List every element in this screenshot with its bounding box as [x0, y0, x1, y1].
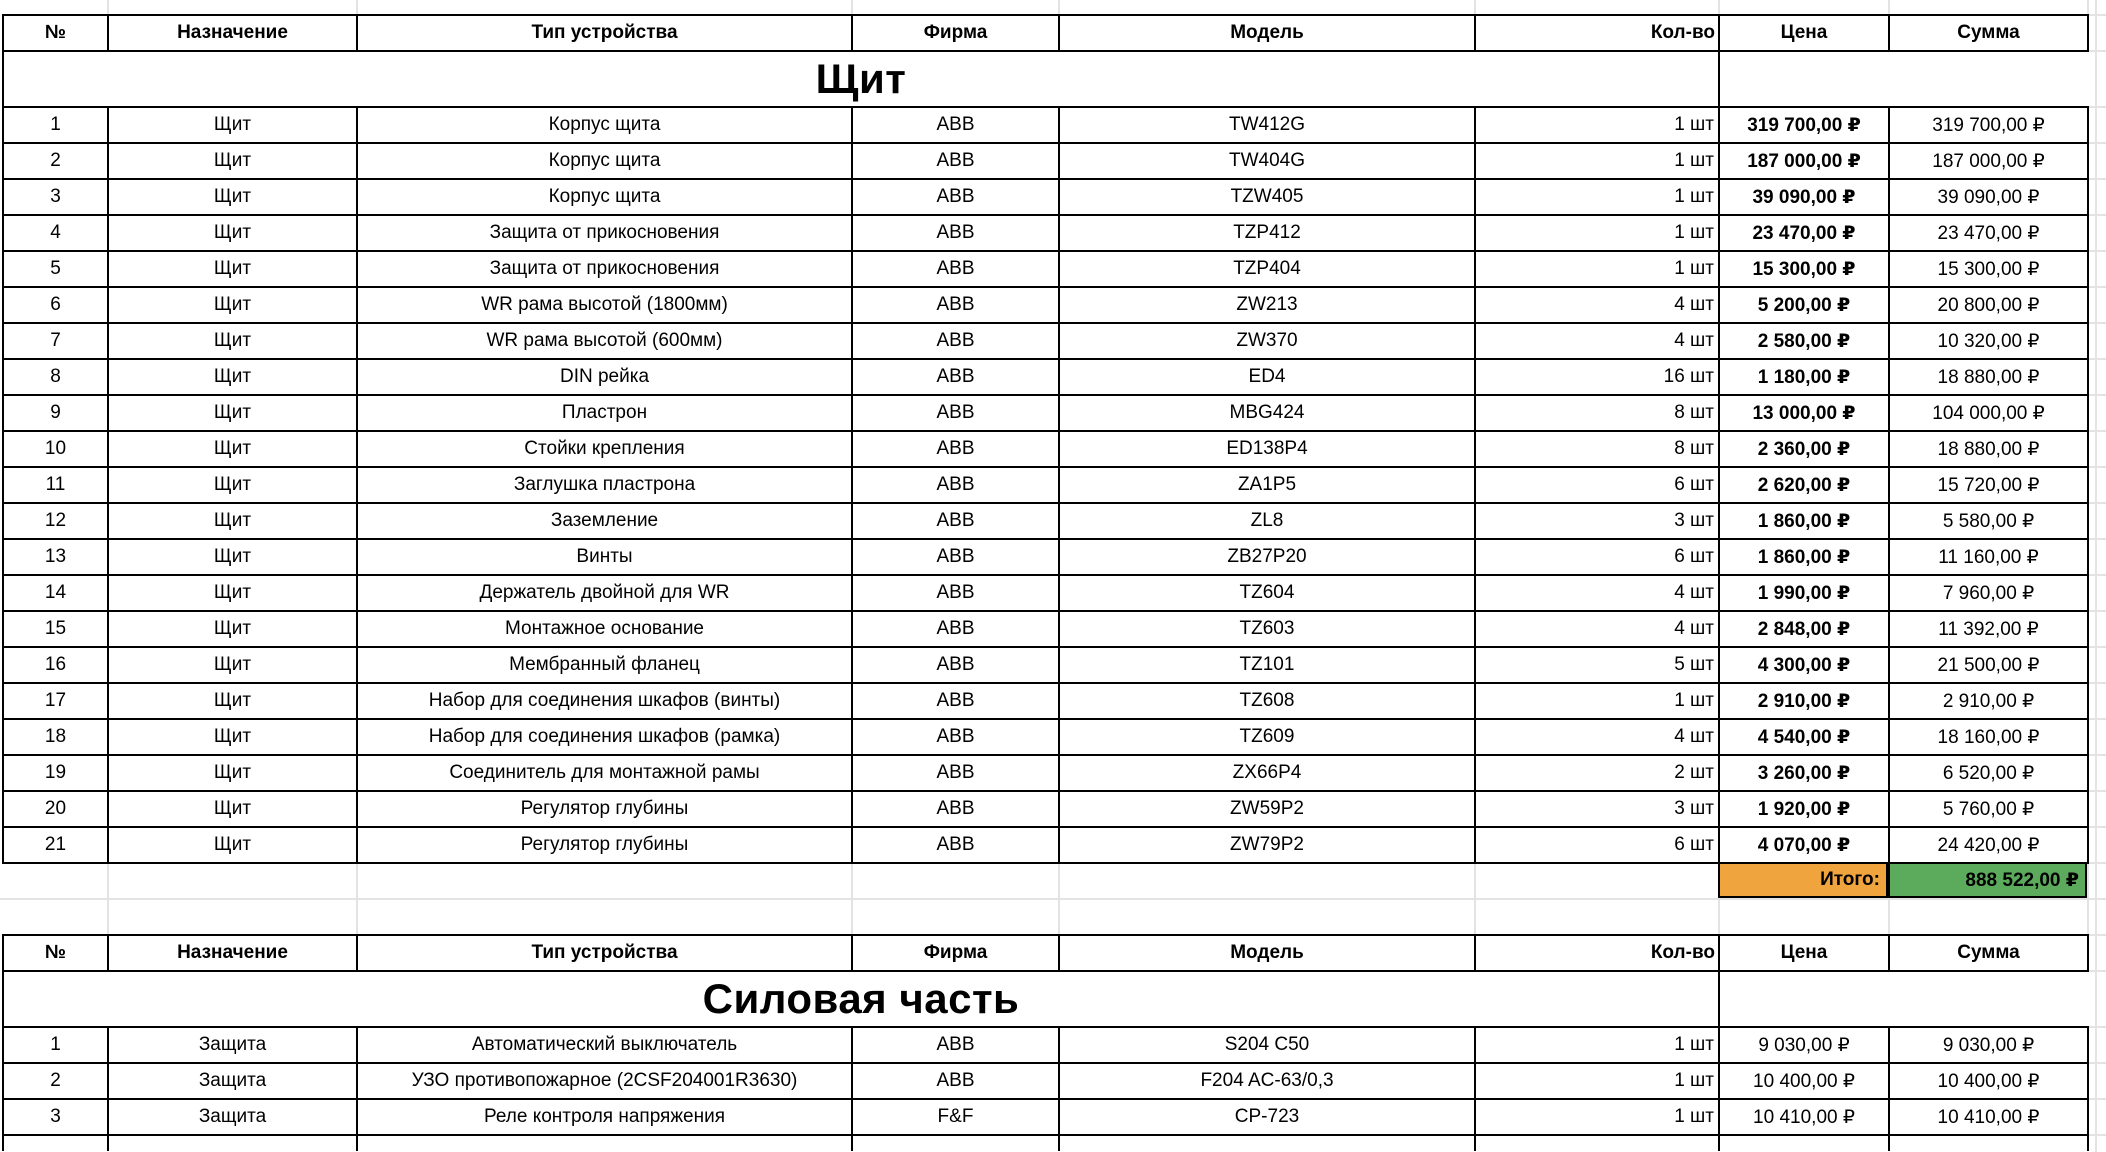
- cell-model[interactable]: TZ609: [1059, 719, 1475, 755]
- cell-number[interactable]: 7: [3, 323, 108, 359]
- gridline: [2087, 286, 2106, 288]
- cell-model[interactable]: TZ604: [1059, 575, 1475, 611]
- table-row: [3, 323, 2088, 359]
- cell-purpose[interactable]: Щит: [108, 611, 357, 647]
- cell-purpose[interactable]: Щит: [108, 647, 357, 683]
- cell-device-type[interactable]: Держатель двойной для WR: [357, 575, 852, 611]
- cell-quantity[interactable]: 8 шт: [1475, 431, 1719, 467]
- cell-price[interactable]: 9 030,00 ₽: [1719, 1027, 1889, 1063]
- equipment-table-shield: [2, 14, 2089, 864]
- cell-quantity[interactable]: [1475, 1135, 1719, 1151]
- cell-device-type[interactable]: Заглушка пластрона: [357, 467, 852, 503]
- gridline: [2087, 466, 2106, 468]
- cell-price[interactable]: 39 090,00 ₽: [1719, 179, 1889, 215]
- table-row: [3, 467, 2088, 503]
- cell-brand[interactable]: ABB: [852, 251, 1059, 287]
- cell-purpose[interactable]: Щит: [108, 791, 357, 827]
- cell-sum[interactable]: 21 500,00 ₽: [1889, 647, 2088, 683]
- cell-sum[interactable]: 10 410,00 ₽: [1889, 1099, 2088, 1135]
- cell-sum[interactable]: 15 300,00 ₽: [1889, 251, 2088, 287]
- cell-brand[interactable]: ABB: [852, 215, 1059, 251]
- cell-quantity[interactable]: 4 шт: [1475, 611, 1719, 647]
- gridline: [2087, 898, 2106, 900]
- cell-number[interactable]: 1: [3, 1027, 108, 1063]
- section-title[interactable]: Силовая часть: [3, 971, 1719, 1027]
- cell-price[interactable]: 1 920,00 ₽: [1719, 791, 1889, 827]
- cell-brand[interactable]: ABB: [852, 503, 1059, 539]
- cell-sum[interactable]: 10 320,00 ₽: [1889, 323, 2088, 359]
- cell-brand[interactable]: ABB: [852, 323, 1059, 359]
- cell-price[interactable]: 1 180,00 ₽: [1719, 359, 1889, 395]
- cell-quantity[interactable]: 4 шт: [1475, 719, 1719, 755]
- cell-sum[interactable]: 18 160,00 ₽: [1889, 719, 2088, 755]
- cell-model[interactable]: TZ608: [1059, 683, 1475, 719]
- cell-quantity[interactable]: 4 шт: [1475, 287, 1719, 323]
- cell-brand[interactable]: ABB: [852, 467, 1059, 503]
- gridline: [2087, 970, 2106, 972]
- gridline: [2087, 1026, 2106, 1028]
- gridline: [2087, 394, 2106, 396]
- cell-purpose[interactable]: Щит: [108, 683, 357, 719]
- title-row-empty-price-cell[interactable]: [1719, 51, 1889, 107]
- cell-device-type[interactable]: DIN рейка: [357, 359, 852, 395]
- equipment-table-power: [2, 934, 2089, 1151]
- cell-model[interactable]: TW404G: [1059, 143, 1475, 179]
- cell-number[interactable]: 20: [3, 791, 108, 827]
- gridline: [2087, 862, 2106, 864]
- table-row: [3, 647, 2088, 683]
- cell-quantity[interactable]: 6 шт: [1475, 467, 1719, 503]
- cell-brand[interactable]: [852, 1135, 1059, 1151]
- column-header-qty[interactable]: Кол-во: [1475, 15, 1719, 51]
- gridline: [2087, 502, 2106, 504]
- cell-sum[interactable]: 7 960,00 ₽: [1889, 575, 2088, 611]
- cell-model[interactable]: F204 AC-63/0,3: [1059, 1063, 1475, 1099]
- table-row: [3, 1099, 2088, 1135]
- gridline: [2087, 754, 2106, 756]
- cell-sum[interactable]: 23 470,00 ₽: [1889, 215, 2088, 251]
- cell-number[interactable]: 5: [3, 251, 108, 287]
- cell-device-type[interactable]: Стойки крепления: [357, 431, 852, 467]
- cell-model[interactable]: TZ603: [1059, 611, 1475, 647]
- cell-purpose[interactable]: Щит: [108, 575, 357, 611]
- gridline: [2087, 214, 2106, 216]
- cell-quantity[interactable]: 5 шт: [1475, 647, 1719, 683]
- cell-model[interactable]: ZL8: [1059, 503, 1475, 539]
- cell-brand[interactable]: ABB: [852, 827, 1059, 863]
- table-row: [3, 1027, 2088, 1063]
- cell-price[interactable]: 23 470,00 ₽: [1719, 215, 1889, 251]
- cell-device-type[interactable]: Пластрон: [357, 395, 852, 431]
- section-title[interactable]: Щит: [3, 51, 1719, 107]
- cell-model[interactable]: TZW405: [1059, 179, 1475, 215]
- cell-quantity[interactable]: 16 шт: [1475, 359, 1719, 395]
- gridline: [1888, 0, 1890, 14]
- table-row: [3, 107, 2088, 143]
- cell-device-type[interactable]: Винты: [357, 539, 852, 575]
- gridline: [2087, 826, 2106, 828]
- cell-purpose[interactable]: Щит: [108, 755, 357, 791]
- cell-model[interactable]: [1059, 1135, 1475, 1151]
- cell-quantity[interactable]: 1 шт: [1475, 683, 1719, 719]
- column-header-num[interactable]: №: [3, 935, 108, 971]
- table-header-row: [3, 935, 2088, 971]
- cell-brand[interactable]: ABB: [852, 755, 1059, 791]
- cell-device-type[interactable]: Заземление: [357, 503, 852, 539]
- gridline: [1718, 0, 1720, 14]
- cell-model[interactable]: MBG424: [1059, 395, 1475, 431]
- gridline: [2087, 790, 2106, 792]
- cell-purpose[interactable]: Щит: [108, 827, 357, 863]
- cell-model[interactable]: ZW59P2: [1059, 791, 1475, 827]
- gridline: [1058, 0, 1060, 14]
- table-row: [3, 791, 2088, 827]
- cell-device-type[interactable]: УЗО противопожарное (2CSF204001R3630): [357, 1063, 852, 1099]
- table-row: [3, 179, 2088, 215]
- cell-number[interactable]: 9: [3, 395, 108, 431]
- section-title-row: [3, 51, 2088, 107]
- gridline: [2087, 1134, 2106, 1136]
- column-header-num[interactable]: №: [3, 15, 108, 51]
- cell-number[interactable]: 10: [3, 431, 108, 467]
- cell-quantity[interactable]: 3 шт: [1475, 503, 1719, 539]
- column-header-device_type[interactable]: Тип устройства: [357, 15, 852, 51]
- cell-sum[interactable]: 104 000,00 ₽: [1889, 395, 2088, 431]
- gridline: [2087, 646, 2106, 648]
- cell-purpose[interactable]: Защита: [108, 1099, 357, 1135]
- cell-number[interactable]: 15: [3, 611, 108, 647]
- cell-model[interactable]: ED4: [1059, 359, 1475, 395]
- cell-sum[interactable]: 24 420,00 ₽: [1889, 827, 2088, 863]
- cell-price[interactable]: 1 860,00 ₽: [1719, 503, 1889, 539]
- cell-sum[interactable]: 11 392,00 ₽: [1889, 611, 2088, 647]
- table-row: [3, 539, 2088, 575]
- cell-price[interactable]: 2 848,00 ₽: [1719, 611, 1889, 647]
- cell-number[interactable]: 4: [3, 215, 108, 251]
- cell-brand[interactable]: ABB: [852, 575, 1059, 611]
- cell-brand[interactable]: ABB: [852, 179, 1059, 215]
- cell-number[interactable]: 6: [3, 287, 108, 323]
- cell-number[interactable]: 13: [3, 539, 108, 575]
- table-row: [3, 683, 2088, 719]
- gridline: [107, 0, 109, 14]
- table-row: [3, 395, 2088, 431]
- gridline: [2087, 142, 2106, 144]
- cell-brand[interactable]: ABB: [852, 107, 1059, 143]
- column-header-price[interactable]: Цена: [1719, 935, 1889, 971]
- cell-price[interactable]: 4 300,00 ₽: [1719, 647, 1889, 683]
- cell-quantity[interactable]: 1 шт: [1475, 1099, 1719, 1135]
- cell-price[interactable]: 4 540,00 ₽: [1719, 719, 1889, 755]
- cell-model[interactable]: TZP412: [1059, 215, 1475, 251]
- cell-sum[interactable]: 6 520,00 ₽: [1889, 755, 2088, 791]
- cell-model[interactable]: S204 C50: [1059, 1027, 1475, 1063]
- cell-price[interactable]: 2 360,00 ₽: [1719, 431, 1889, 467]
- cell-quantity[interactable]: 1 шт: [1475, 1063, 1719, 1099]
- cell-quantity[interactable]: 1 шт: [1475, 1027, 1719, 1063]
- cell-purpose[interactable]: Щит: [108, 323, 357, 359]
- cell-price[interactable]: 13 000,00 ₽: [1719, 395, 1889, 431]
- column-header-model[interactable]: Модель: [1059, 15, 1475, 51]
- gridline: [2087, 610, 2106, 612]
- cell-sum[interactable]: [1889, 1135, 2088, 1151]
- cell-number[interactable]: [3, 1135, 108, 1151]
- gridline: [2087, 1098, 2106, 1100]
- cell-number[interactable]: 3: [3, 1099, 108, 1135]
- cell-price[interactable]: 1 990,00 ₽: [1719, 575, 1889, 611]
- cell-brand[interactable]: ABB: [852, 287, 1059, 323]
- cell-sum[interactable]: 20 800,00 ₽: [1889, 287, 2088, 323]
- cell-purpose[interactable]: Щит: [108, 359, 357, 395]
- table-row: [3, 827, 2088, 863]
- cell-price[interactable]: 10 400,00 ₽: [1719, 1063, 1889, 1099]
- cell-model[interactable]: ZW213: [1059, 287, 1475, 323]
- cell-purpose[interactable]: [108, 1135, 357, 1151]
- cell-sum[interactable]: 10 400,00 ₽: [1889, 1063, 2088, 1099]
- cell-purpose[interactable]: Щит: [108, 251, 357, 287]
- total-row: [1718, 862, 2087, 898]
- table-row: [3, 359, 2088, 395]
- cell-brand[interactable]: ABB: [852, 791, 1059, 827]
- cell-brand[interactable]: ABB: [852, 1027, 1059, 1063]
- cell-number[interactable]: 16: [3, 647, 108, 683]
- cell-purpose[interactable]: Щит: [108, 179, 357, 215]
- cell-brand[interactable]: ABB: [852, 647, 1059, 683]
- gridline: [2087, 538, 2106, 540]
- gridline: [2087, 106, 2106, 108]
- section-title-row: [3, 971, 2088, 1027]
- total-label-cell[interactable]: Итого:: [1718, 862, 1888, 898]
- table-row: [3, 1063, 2088, 1099]
- cell-device-type[interactable]: Корпус щита: [357, 107, 852, 143]
- cell-number[interactable]: 11: [3, 467, 108, 503]
- cell-price[interactable]: 319 700,00 ₽: [1719, 107, 1889, 143]
- cell-model[interactable]: CP-723: [1059, 1099, 1475, 1135]
- cell-brand[interactable]: ABB: [852, 143, 1059, 179]
- cell-price[interactable]: 187 000,00 ₽: [1719, 143, 1889, 179]
- cell-quantity[interactable]: 2 шт: [1475, 755, 1719, 791]
- gridline: [2087, 574, 2106, 576]
- cell-price[interactable]: 5 200,00 ₽: [1719, 287, 1889, 323]
- cell-purpose[interactable]: Щит: [108, 395, 357, 431]
- gridline: [2087, 1062, 2106, 1064]
- cell-brand[interactable]: F&F: [852, 1099, 1059, 1135]
- cell-brand[interactable]: ABB: [852, 359, 1059, 395]
- title-row-empty-sum-cell[interactable]: [1889, 971, 2088, 1027]
- cell-device-type[interactable]: Автоматический выключатель: [357, 1027, 852, 1063]
- cell-model[interactable]: ZW370: [1059, 323, 1475, 359]
- column-header-sum[interactable]: Сумма: [1889, 15, 2088, 51]
- cell-sum[interactable]: 9 030,00 ₽: [1889, 1027, 2088, 1063]
- cell-sum[interactable]: 39 090,00 ₽: [1889, 179, 2088, 215]
- column-header-brand[interactable]: Фирма: [852, 935, 1059, 971]
- cell-quantity[interactable]: 4 шт: [1475, 575, 1719, 611]
- partial-row: [3, 1135, 2088, 1151]
- cell-model[interactable]: TW412G: [1059, 107, 1475, 143]
- cell-device-type[interactable]: Реле контроля напряжения: [357, 1099, 852, 1135]
- gridline: [2087, 430, 2106, 432]
- gridline: [2087, 934, 2106, 936]
- cell-sum[interactable]: 11 160,00 ₽: [1889, 539, 2088, 575]
- cell-sum[interactable]: 5 760,00 ₽: [1889, 791, 2088, 827]
- cell-quantity[interactable]: 4 шт: [1475, 323, 1719, 359]
- cell-sum[interactable]: 5 580,00 ₽: [1889, 503, 2088, 539]
- cell-number[interactable]: 18: [3, 719, 108, 755]
- cell-device-type[interactable]: Корпус щита: [357, 179, 852, 215]
- column-header-device_type[interactable]: Тип устройства: [357, 935, 852, 971]
- cell-sum[interactable]: 15 720,00 ₽: [1889, 467, 2088, 503]
- cell-sum[interactable]: 18 880,00 ₽: [1889, 431, 2088, 467]
- cell-quantity[interactable]: 1 шт: [1475, 215, 1719, 251]
- gridline: [2087, 250, 2106, 252]
- cell-purpose[interactable]: Щит: [108, 107, 357, 143]
- cell-brand[interactable]: ABB: [852, 683, 1059, 719]
- cell-quantity[interactable]: 8 шт: [1475, 395, 1719, 431]
- cell-purpose[interactable]: Щит: [108, 503, 357, 539]
- cell-purpose[interactable]: Защита: [108, 1063, 357, 1099]
- column-header-price[interactable]: Цена: [1719, 15, 1889, 51]
- cell-model[interactable]: TZ101: [1059, 647, 1475, 683]
- cell-price[interactable]: [1719, 1135, 1889, 1151]
- cell-number[interactable]: 2: [3, 143, 108, 179]
- cell-purpose[interactable]: Щит: [108, 431, 357, 467]
- cell-number[interactable]: 21: [3, 827, 108, 863]
- cell-price[interactable]: 2 580,00 ₽: [1719, 323, 1889, 359]
- cell-price[interactable]: 4 070,00 ₽: [1719, 827, 1889, 863]
- cell-device-type[interactable]: Набор для соединения шкафов (винты): [357, 683, 852, 719]
- cell-device-type[interactable]: WR рама высотой (600мм): [357, 323, 852, 359]
- cell-purpose[interactable]: Щит: [108, 539, 357, 575]
- total-value-cell[interactable]: 888 522,00 ₽: [1888, 862, 2087, 898]
- cell-sum[interactable]: 2 910,00 ₽: [1889, 683, 2088, 719]
- cell-sum[interactable]: 319 700,00 ₽: [1889, 107, 2088, 143]
- cell-number[interactable]: 19: [3, 755, 108, 791]
- cell-quantity[interactable]: 1 шт: [1475, 143, 1719, 179]
- cell-brand[interactable]: ABB: [852, 1063, 1059, 1099]
- cell-quantity[interactable]: 1 шт: [1475, 107, 1719, 143]
- table-row: [3, 575, 2088, 611]
- cell-price[interactable]: 2 620,00 ₽: [1719, 467, 1889, 503]
- column-header-purpose[interactable]: Назначение: [108, 935, 357, 971]
- cell-model[interactable]: TZP404: [1059, 251, 1475, 287]
- column-header-purpose[interactable]: Назначение: [108, 15, 357, 51]
- cell-number[interactable]: 8: [3, 359, 108, 395]
- cell-model[interactable]: ZB27P20: [1059, 539, 1475, 575]
- gridline: [356, 0, 358, 14]
- gridline: [2095, 0, 2097, 1152]
- title-row-empty-sum-cell[interactable]: [1889, 51, 2088, 107]
- table-row: [3, 287, 2088, 323]
- table-header-row: [3, 15, 2088, 51]
- table-row: [3, 503, 2088, 539]
- cell-device-type[interactable]: Регулятор глубины: [357, 791, 852, 827]
- cell-purpose[interactable]: Щит: [108, 719, 357, 755]
- column-header-brand[interactable]: Фирма: [852, 15, 1059, 51]
- cell-purpose[interactable]: Щит: [108, 467, 357, 503]
- cell-number[interactable]: 3: [3, 179, 108, 215]
- cell-device-type[interactable]: WR рама высотой (1800мм): [357, 287, 852, 323]
- table-row: [3, 611, 2088, 647]
- cell-brand[interactable]: ABB: [852, 719, 1059, 755]
- table-row: [3, 719, 2088, 755]
- column-header-model[interactable]: Модель: [1059, 935, 1475, 971]
- cell-sum[interactable]: 187 000,00 ₽: [1889, 143, 2088, 179]
- cell-number[interactable]: 12: [3, 503, 108, 539]
- cell-quantity[interactable]: 1 шт: [1475, 179, 1719, 215]
- cell-price[interactable]: 10 410,00 ₽: [1719, 1099, 1889, 1135]
- table-row: [3, 431, 2088, 467]
- cell-quantity[interactable]: 6 шт: [1475, 539, 1719, 575]
- column-header-sum[interactable]: Сумма: [1889, 935, 2088, 971]
- cell-brand[interactable]: ABB: [852, 539, 1059, 575]
- cell-purpose[interactable]: Защита: [108, 1027, 357, 1063]
- gridline: [2087, 0, 2089, 14]
- gridline: [0, 898, 2106, 900]
- cell-purpose[interactable]: Щит: [108, 215, 357, 251]
- title-row-empty-price-cell[interactable]: [1719, 971, 1889, 1027]
- cell-price[interactable]: 15 300,00 ₽: [1719, 251, 1889, 287]
- gridline: [2087, 14, 2106, 16]
- cell-quantity[interactable]: 3 шт: [1475, 791, 1719, 827]
- cell-brand[interactable]: ABB: [852, 431, 1059, 467]
- cell-price[interactable]: 2 910,00 ₽: [1719, 683, 1889, 719]
- cell-model[interactable]: ZW79P2: [1059, 827, 1475, 863]
- gridline: [851, 0, 853, 14]
- cell-number[interactable]: 17: [3, 683, 108, 719]
- cell-quantity[interactable]: 1 шт: [1475, 251, 1719, 287]
- cell-purpose[interactable]: Щит: [108, 287, 357, 323]
- gridline: [2087, 358, 2106, 360]
- cell-brand[interactable]: ABB: [852, 611, 1059, 647]
- cell-sum[interactable]: 18 880,00 ₽: [1889, 359, 2088, 395]
- table-row: [3, 755, 2088, 791]
- table-row: [3, 251, 2088, 287]
- table-row: [3, 215, 2088, 251]
- gridline: [2087, 322, 2106, 324]
- gridline: [2087, 718, 2106, 720]
- cell-number[interactable]: 2: [3, 1063, 108, 1099]
- table-row: [3, 143, 2088, 179]
- cell-purpose[interactable]: Щит: [108, 143, 357, 179]
- cell-device-type[interactable]: Защита от прикосновения: [357, 251, 852, 287]
- cell-price[interactable]: 1 860,00 ₽: [1719, 539, 1889, 575]
- cell-device-type[interactable]: Монтажное основание: [357, 611, 852, 647]
- cell-number[interactable]: 14: [3, 575, 108, 611]
- gridline: [1474, 0, 1476, 14]
- gridline: [2087, 50, 2106, 52]
- cell-quantity[interactable]: 6 шт: [1475, 827, 1719, 863]
- gridline: [2087, 682, 2106, 684]
- cell-number[interactable]: 1: [3, 107, 108, 143]
- cell-device-type[interactable]: [357, 1135, 852, 1151]
- cell-device-type[interactable]: Корпус щита: [357, 143, 852, 179]
- cell-model[interactable]: ZX66P4: [1059, 755, 1475, 791]
- cell-device-type[interactable]: Мембранный фланец: [357, 647, 852, 683]
- cell-device-type[interactable]: Защита от прикосновения: [357, 215, 852, 251]
- cell-price[interactable]: 3 260,00 ₽: [1719, 755, 1889, 791]
- cell-brand[interactable]: ABB: [852, 395, 1059, 431]
- column-header-qty[interactable]: Кол-во: [1475, 935, 1719, 971]
- cell-model[interactable]: ZA1P5: [1059, 467, 1475, 503]
- cell-device-type[interactable]: Регулятор глубины: [357, 827, 852, 863]
- cell-device-type[interactable]: Соединитель для монтажной рамы: [357, 755, 852, 791]
- cell-device-type[interactable]: Набор для соединения шкафов (рамка): [357, 719, 852, 755]
- gridline: [2087, 178, 2106, 180]
- cell-model[interactable]: ED138P4: [1059, 431, 1475, 467]
